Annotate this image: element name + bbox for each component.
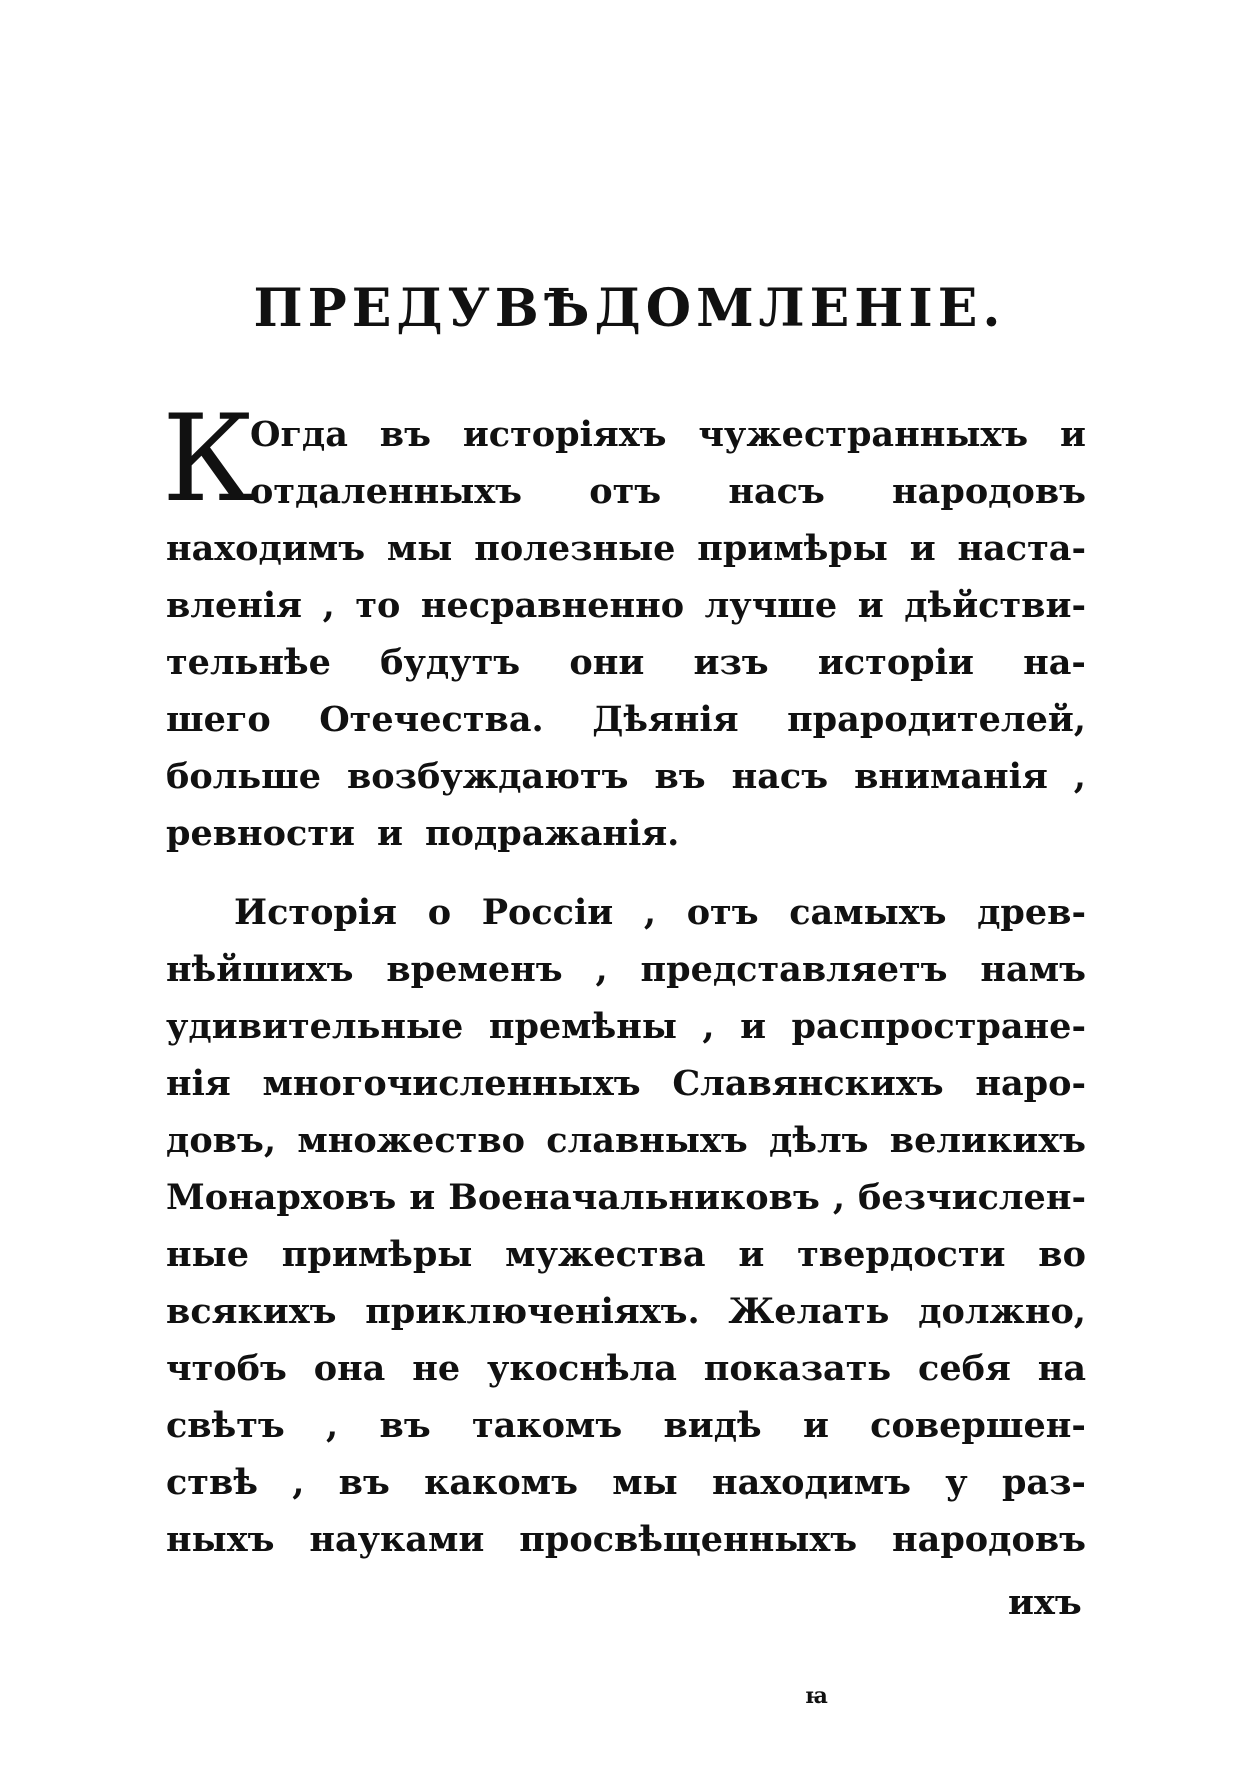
word: Россіи — [481, 892, 614, 933]
word: тельнѣе — [166, 642, 331, 683]
word: вленія — [166, 585, 303, 626]
word: отъ — [686, 892, 759, 933]
text-line — [166, 1055, 1086, 1112]
word: показать — [703, 1348, 892, 1389]
word: намъ — [980, 949, 1086, 990]
word: распростране- — [791, 1006, 1086, 1047]
word: на — [1037, 1348, 1086, 1389]
paragraph-1 — [166, 406, 1086, 862]
word: и — [409, 1177, 436, 1218]
word: и — [738, 1234, 765, 1275]
word: довъ, — [166, 1120, 277, 1161]
word: возбуждаютъ — [346, 756, 629, 797]
drop-cap: К — [162, 390, 255, 529]
word: въ — [379, 1405, 431, 1446]
text-line — [166, 1112, 1086, 1169]
word: видѣ — [663, 1405, 762, 1446]
word: наро- — [975, 1063, 1086, 1104]
body-text — [162, 390, 1086, 1568]
word: лучше — [704, 585, 838, 626]
text-line — [166, 1397, 1086, 1454]
word: премѣны — [488, 1006, 677, 1047]
text-line — [166, 998, 1086, 1055]
word: Огда — [250, 414, 348, 455]
word: Отечества. — [319, 699, 544, 740]
word: будутъ — [380, 642, 521, 683]
word: въ — [654, 756, 706, 797]
word: представляетъ — [640, 949, 948, 990]
word: всякихъ — [166, 1291, 337, 1332]
word: во — [1038, 1234, 1086, 1275]
word: не — [412, 1348, 461, 1389]
text-line — [166, 406, 1086, 463]
text-line — [166, 1283, 1086, 1340]
word: Желать — [728, 1291, 890, 1332]
word: Монарховъ — [166, 1177, 397, 1218]
word: и — [1059, 414, 1086, 455]
text-line — [166, 805, 1086, 862]
word: она — [313, 1348, 386, 1389]
word: и — [909, 528, 936, 569]
word: Славянскихъ — [672, 1063, 944, 1104]
text-line — [166, 463, 1086, 520]
word: отъ — [589, 471, 662, 512]
word: полезные — [474, 528, 676, 569]
word: исторіи — [817, 642, 974, 683]
word: и — [740, 1006, 767, 1047]
text-line — [166, 1169, 1086, 1226]
word: славныхъ — [546, 1120, 748, 1161]
word: великихъ — [889, 1120, 1086, 1161]
word: какомъ — [424, 1462, 578, 1503]
word: , — [326, 1405, 339, 1446]
word: народовъ — [892, 1519, 1086, 1560]
word: на- — [1023, 642, 1086, 683]
word: , — [595, 949, 608, 990]
word: совершен- — [870, 1405, 1086, 1446]
word: себя — [918, 1348, 1011, 1389]
text-line — [166, 577, 1086, 634]
word: мы — [612, 1462, 678, 1503]
word: ныхъ — [166, 1519, 275, 1560]
word: шего — [166, 699, 271, 740]
word: подражанія. — [424, 813, 680, 854]
word: о — [427, 892, 452, 933]
word: они — [569, 642, 645, 683]
word: исторіяхъ — [462, 414, 667, 455]
word: то — [355, 585, 401, 626]
word: дѣлъ — [769, 1120, 869, 1161]
word: примѣры — [281, 1234, 473, 1275]
word: , — [1073, 756, 1086, 797]
word: безчислен- — [858, 1177, 1086, 1218]
word: Военачальниковъ — [448, 1177, 820, 1218]
word: чужестранныхъ — [698, 414, 1029, 455]
text-line — [166, 1226, 1086, 1283]
word: отдаленныхъ — [250, 471, 523, 512]
word: въ — [338, 1462, 390, 1503]
word: множество — [297, 1120, 525, 1161]
word: Исторія — [234, 892, 398, 933]
signature-mark: ꙗ — [805, 1683, 828, 1709]
text-line — [166, 634, 1086, 691]
text-line — [166, 1340, 1086, 1397]
catchword: ихъ — [1008, 1582, 1082, 1623]
word: , — [832, 1177, 846, 1218]
word: нія — [166, 1063, 231, 1104]
word: находимъ — [711, 1462, 911, 1503]
word: народовъ — [892, 471, 1086, 512]
word: науками — [309, 1519, 485, 1560]
word: Дѣянія — [592, 699, 739, 740]
word: ные — [166, 1234, 249, 1275]
word: чтобъ — [166, 1348, 287, 1389]
word: наста- — [957, 528, 1086, 569]
word: вниманія — [854, 756, 1048, 797]
word: и — [857, 585, 884, 626]
word: примѣры — [697, 528, 888, 569]
text-line — [166, 1454, 1086, 1511]
text-line — [166, 941, 1086, 998]
word: насъ — [731, 756, 829, 797]
word: въ — [379, 414, 431, 455]
word: и — [376, 813, 403, 854]
word: древ- — [977, 892, 1086, 933]
word: , — [643, 892, 657, 933]
word: мы — [386, 528, 453, 569]
word: твердости — [797, 1234, 1006, 1275]
word: приключеніяхъ. — [365, 1291, 700, 1332]
word: ствѣ — [166, 1462, 258, 1503]
text-line — [166, 748, 1086, 805]
word: , — [322, 585, 335, 626]
word: временъ — [386, 949, 563, 990]
paragraph-2 — [166, 884, 1086, 1568]
word: мужества — [505, 1234, 706, 1275]
word: , — [292, 1462, 305, 1503]
word: изъ — [693, 642, 769, 683]
word: многочисленныхъ — [262, 1063, 641, 1104]
paragraph-gap — [166, 862, 1086, 884]
text-line — [166, 691, 1086, 748]
word: свѣтъ — [166, 1405, 285, 1446]
page-heading: ПРЕДУВѢДОМЛЕНІЕ. — [253, 278, 1006, 339]
word: должно, — [918, 1291, 1086, 1332]
word: , — [702, 1006, 715, 1047]
word: дѣйстви- — [904, 585, 1086, 626]
word: ревности — [166, 813, 355, 854]
word: насъ — [728, 471, 825, 512]
word: и — [802, 1405, 829, 1446]
word: несравненно — [420, 585, 685, 626]
word: такомъ — [471, 1405, 623, 1446]
word: раз- — [1001, 1462, 1086, 1503]
word: больше — [166, 756, 322, 797]
word: укоснѣла — [487, 1348, 677, 1389]
word: просвѣщенныхъ — [519, 1519, 858, 1560]
text-line — [166, 520, 1086, 577]
text-line — [166, 1511, 1086, 1568]
word: нѣйшихъ — [166, 949, 354, 990]
word: у — [945, 1462, 968, 1503]
word: удивительные — [166, 1006, 464, 1047]
word: прародителей, — [787, 699, 1086, 740]
word: находимъ — [166, 528, 366, 569]
text-line — [166, 884, 1086, 941]
word: самыхъ — [789, 892, 947, 933]
